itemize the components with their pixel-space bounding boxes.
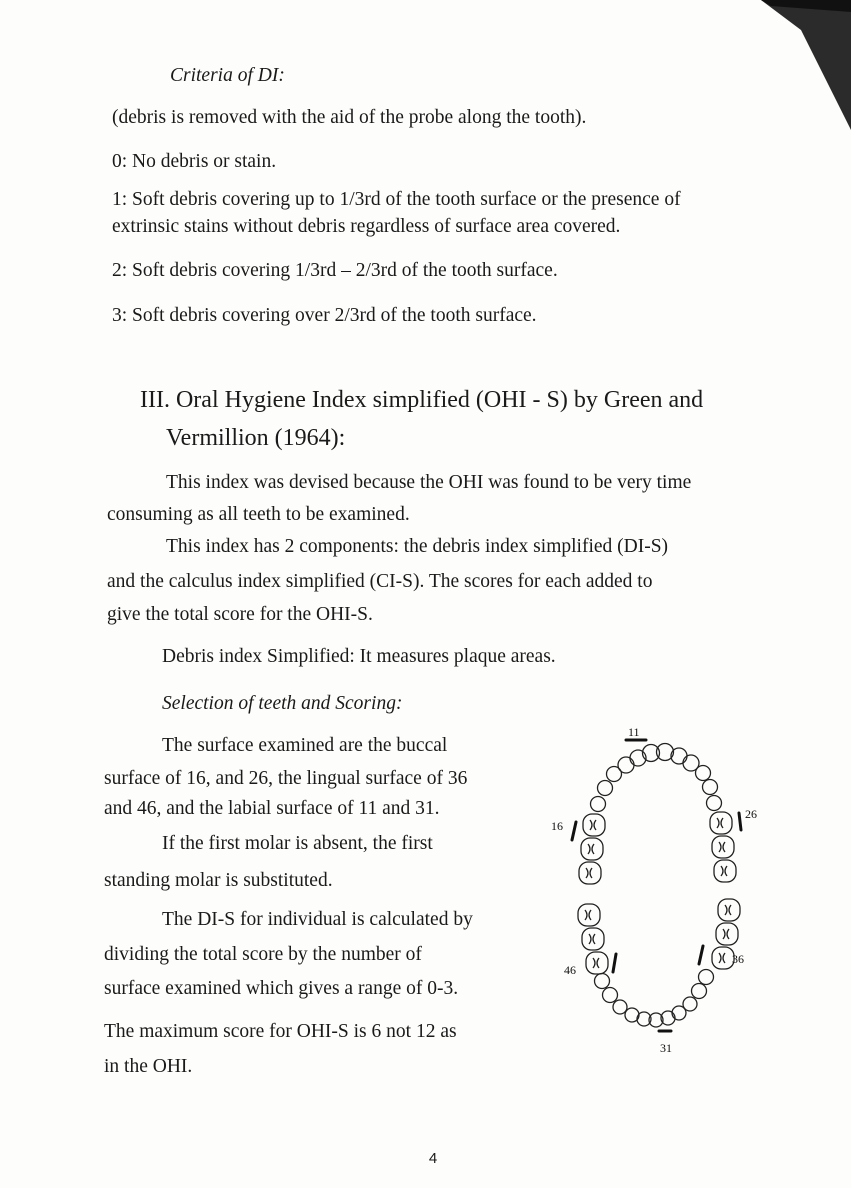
para6-line1: The DI-S for individual is calculated by — [162, 909, 473, 930]
para2-line1: This index has 2 components: the debris index simplified (DI-S) — [166, 536, 669, 557]
lower-arch — [578, 899, 740, 1027]
score-2: 2: Soft debris covering 1/3rd – 2/3rd of the tooth surface. — [112, 260, 558, 281]
para2-line2: and the calculus index simplified (CI-S). The scores for each added to — [107, 571, 653, 592]
scan-corner-shadow — [761, 0, 851, 130]
para7-line2: in the OHI. — [104, 1056, 193, 1077]
para5-line1: If the first molar is absent, the first — [162, 833, 433, 854]
tooth-label-26: 26 — [745, 807, 757, 821]
para4-line2: surface of 16, and 26, the lingual surface of 36 — [104, 768, 468, 789]
dental-arch-diagram — [540, 718, 780, 1068]
para4-line1: The surface examined are the buccal — [162, 735, 448, 756]
section-heading-line2: Vermillion (1964): — [166, 425, 346, 451]
para5-line2: standing molar is substituted. — [104, 870, 333, 891]
score-0: 0: No debris or stain. — [112, 151, 277, 172]
score-1-line2: extrinsic stains without debris regardless of surface area covered. — [112, 216, 621, 237]
para6-line3: surface examined which gives a range of 0-3. — [104, 978, 459, 999]
tooth-label-11: 11 — [628, 725, 640, 739]
subheading-selection: Selection of teeth and Scoring: — [162, 693, 403, 714]
tooth-label-31: 31 — [660, 1041, 672, 1055]
para6-line2: dividing the total score by the number of — [104, 944, 422, 965]
criteria-intro: (debris is removed with the aid of the probe along the tooth). — [112, 107, 587, 128]
tooth-label-16: 16 — [551, 819, 563, 833]
score-1-line1: 1: Soft debris covering up to 1/3rd of the tooth surface or the presence of — [112, 189, 681, 210]
page-number: 4 — [428, 1150, 438, 1167]
para3: Debris index Simplified: It measures plaque areas. — [162, 646, 556, 667]
para1-line1: This index was devised because the OHI was found to be very time — [166, 472, 692, 493]
para1-line2: consuming as all teeth to be examined. — [107, 504, 410, 525]
para4-line3: and 46, and the labial surface of 11 and 31. — [104, 798, 440, 819]
score-3: 3: Soft debris covering over 2/3rd of the tooth surface. — [112, 305, 537, 326]
para2-line3: give the total score for the OHI-S. — [107, 604, 373, 625]
section-heading-line1: III. Oral Hygiene Index simplified (OHI - S) by Green and — [140, 387, 704, 413]
para7-line1: The maximum score for OHI-S is 6 not 12 as — [104, 1021, 457, 1042]
criteria-title: Criteria of DI: — [170, 65, 285, 86]
upper-arch — [579, 744, 736, 885]
tooth-label-46: 46 — [564, 963, 576, 977]
tooth-label-36: 36 — [732, 952, 744, 966]
